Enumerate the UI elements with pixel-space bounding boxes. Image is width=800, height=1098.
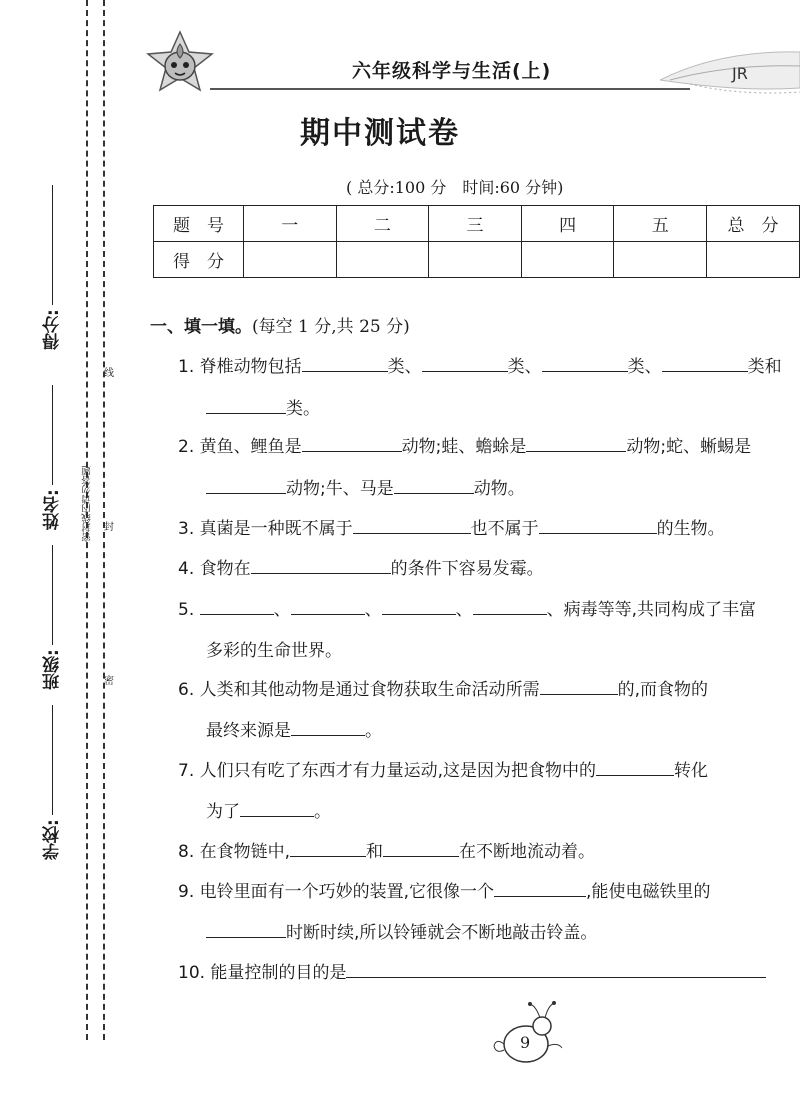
question-2: 2. 黄鱼、鲤鱼是 动物;蛙、蟾蜍是 动物;蛇、蜥蜴是 — [178, 432, 751, 457]
answer-blank[interactable] — [539, 515, 657, 534]
table-header-cell: 二 — [336, 206, 429, 242]
score-cell[interactable] — [521, 242, 614, 278]
question-7: 7. 人们只有吃了东西才有力量运动,这是因为把食物中的 转化 — [178, 756, 708, 781]
score-table — [153, 205, 800, 278]
table-header-cell: 三 — [429, 206, 522, 242]
exam-info: ( 总分:100 分 时间:60 分钟) — [346, 178, 564, 197]
class-label: 班级: — [40, 540, 65, 690]
answer-blank[interactable] — [251, 555, 391, 574]
answer-blank[interactable] — [291, 596, 365, 615]
answer-blank[interactable] — [542, 353, 628, 372]
table-row-label: 得 分 — [154, 242, 244, 278]
answer-blank[interactable] — [302, 353, 388, 372]
question-9-cont: 时断时续,所以铃锤就会不断地敲击铃盖。 — [206, 918, 597, 943]
page-number: 9 — [520, 1033, 531, 1052]
answer-blank[interactable] — [346, 959, 766, 978]
score-cell[interactable] — [243, 242, 336, 278]
question-1: 1. 脊椎动物包括 类、 类、 类、 类和 — [178, 352, 782, 377]
feather-decoration-icon — [660, 40, 800, 100]
seal-char-line: 线 — [104, 368, 114, 379]
answer-blank[interactable] — [382, 596, 456, 615]
seal-note: 密封线内请勿答题 — [82, 466, 93, 542]
answer-blank[interactable] — [206, 475, 286, 494]
answer-blank[interactable] — [394, 475, 474, 494]
question-6: 6. 人类和其他动物是通过食物获取生命活动所需 的,而食物的 — [178, 675, 708, 700]
question-6-cont: 最终来源是 。 — [206, 716, 382, 741]
answer-blank[interactable] — [473, 596, 547, 615]
score-cell[interactable] — [707, 242, 800, 278]
answer-blank[interactable] — [200, 596, 274, 615]
question-7-cont: 为了 。 — [206, 797, 331, 822]
exam-title: 期中测试卷 — [300, 116, 460, 151]
question-4: 4. 食物在 的条件下容易发霉。 — [178, 554, 544, 579]
score-cell[interactable] — [336, 242, 429, 278]
table-header-cell: 题 号 — [154, 206, 244, 242]
question-1-cont: 类。 — [206, 394, 320, 419]
table-header-cell: 四 — [521, 206, 614, 242]
question-5-cont: 多彩的生命世界。 — [206, 641, 342, 661]
question-5: 5. 、 、 、 、病毒等等,共同构成了丰富 — [178, 595, 756, 620]
section-title: 一、填一填。(每空 1 分,共 25 分) — [150, 317, 410, 337]
header-title: 六年级科学与生活(上) — [352, 60, 552, 82]
answer-blank[interactable] — [353, 515, 471, 534]
mascot-star-icon — [140, 28, 220, 96]
header-rule — [210, 88, 690, 90]
answer-blank[interactable] — [596, 757, 674, 776]
question-8: 8. 在食物链中, 和 在不断地流动着。 — [178, 837, 595, 862]
answer-blank[interactable] — [206, 395, 286, 414]
seal-char-seal: 封 — [104, 522, 114, 533]
answer-blank[interactable] — [422, 353, 508, 372]
score-label: 得分: — [40, 180, 65, 350]
table-header-cell: 总 分 — [707, 206, 800, 242]
name-label: 姓名: — [40, 380, 65, 530]
score-table-score-row — [154, 242, 800, 278]
answer-blank[interactable] — [240, 798, 314, 817]
answer-blank[interactable] — [302, 433, 402, 452]
table-header-cell: 五 — [614, 206, 707, 242]
table-header-cell: 一 — [243, 206, 336, 242]
answer-blank[interactable] — [494, 878, 586, 897]
question-10: 10. 能量控制的目的是 — [178, 958, 766, 983]
school-label: 学校: — [40, 700, 65, 860]
score-table-header-row — [154, 206, 800, 242]
answer-blank[interactable] — [662, 353, 748, 372]
answer-blank[interactable] — [383, 838, 459, 857]
answer-blank[interactable] — [291, 717, 365, 736]
question-9: 9. 电铃里面有一个巧妙的装置,它很像一个 ,能使电磁铁里的 — [178, 877, 710, 902]
score-cell[interactable] — [429, 242, 522, 278]
answer-blank[interactable] — [290, 838, 366, 857]
answer-blank[interactable] — [526, 433, 626, 452]
question-3: 3. 真菌是一种既不属于 也不属于 的生物。 — [178, 514, 725, 539]
score-cell[interactable] — [614, 242, 707, 278]
edition-code: JR — [732, 64, 748, 83]
question-2-cont: 动物;牛、马是 动物。 — [206, 474, 525, 499]
seal-char-secret: 密 — [104, 676, 114, 687]
answer-blank[interactable] — [206, 919, 286, 938]
answer-blank[interactable] — [540, 676, 618, 695]
